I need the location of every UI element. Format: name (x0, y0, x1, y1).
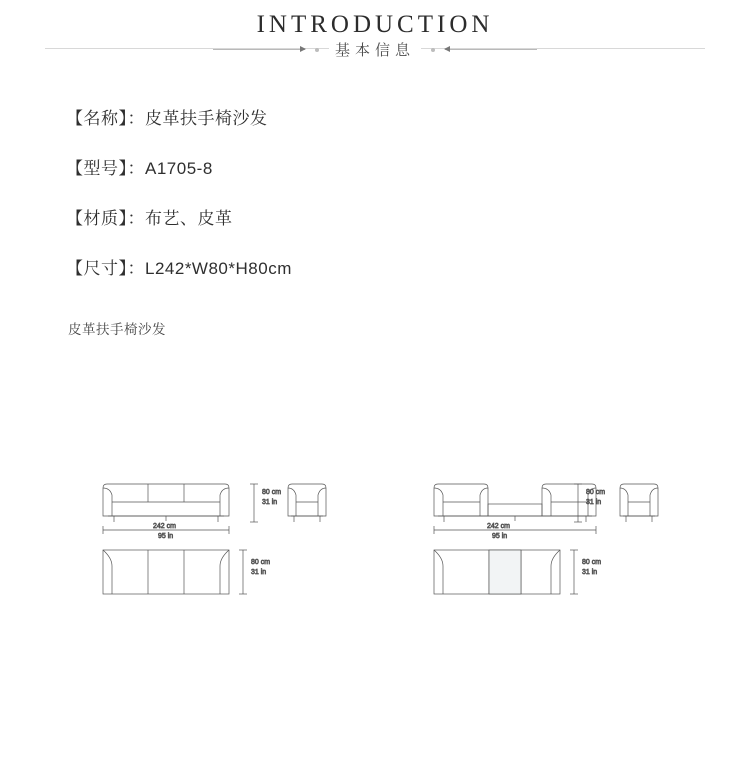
left-width-cm: 242 cm (153, 523, 176, 530)
subtitle-row (0, 39, 750, 60)
left-height-dimension (250, 484, 258, 522)
left-dot-icon (315, 48, 319, 52)
right-plan-height-in: 31 in (582, 569, 598, 576)
spec-value-material: 布艺、皮革 (145, 209, 233, 228)
left-elevation-chair (288, 484, 326, 522)
right-height-cm: 80 cm (586, 489, 606, 496)
left-plan-height-dimension (239, 550, 247, 594)
page-title: INTRODUCTION (256, 11, 494, 38)
right-plan-sofa (434, 550, 560, 594)
spec-label-size: 【尺寸】： (66, 259, 145, 278)
spec-label-model: 【型号】： (66, 159, 145, 178)
spec-label-material: 【材质】： (66, 209, 145, 228)
left-elevation-sofa (103, 484, 229, 522)
right-plan-height-dimension (570, 550, 578, 594)
spec-value-name: 皮革扶手椅沙发 (145, 109, 268, 128)
right-width-dimension (434, 526, 596, 534)
page-subtitle: 基本信息 (329, 39, 421, 60)
left-arrow-rule-icon (213, 49, 305, 50)
right-arrow-rule-icon (445, 49, 537, 50)
spec-list (0, 108, 750, 280)
right-dot-icon (431, 48, 435, 52)
page-header (0, 0, 750, 60)
left-height-in: 31 in (262, 499, 278, 506)
left-plan-height-cm: 80 cm (251, 559, 271, 566)
right-elevation-chair (620, 484, 658, 522)
right-plan-height-cm: 80 cm (582, 559, 602, 566)
spec-row-size (66, 258, 750, 280)
right-width-cm: 242 cm (487, 523, 510, 530)
spec-row-material (66, 208, 750, 230)
spec-value-model: A1705-8 (145, 159, 213, 178)
spec-row-name (66, 108, 750, 130)
dimension-diagrams (0, 462, 750, 622)
left-width-in: 95 in (158, 533, 174, 540)
right-height-in: 31 in (586, 499, 602, 506)
product-caption: 皮革扶手椅沙发 (68, 322, 166, 337)
right-width-in: 95 in (492, 533, 508, 540)
left-plan-sofa (103, 550, 229, 594)
spec-label-name: 【名称】： (66, 109, 145, 128)
spec-value-size: L242*W80*H80cm (145, 259, 292, 278)
left-height-cm: 80 cm (262, 489, 282, 496)
spec-row-model (66, 158, 750, 180)
left-plan-height-in: 31 in (251, 569, 267, 576)
right-elevation-sofa (434, 484, 596, 522)
